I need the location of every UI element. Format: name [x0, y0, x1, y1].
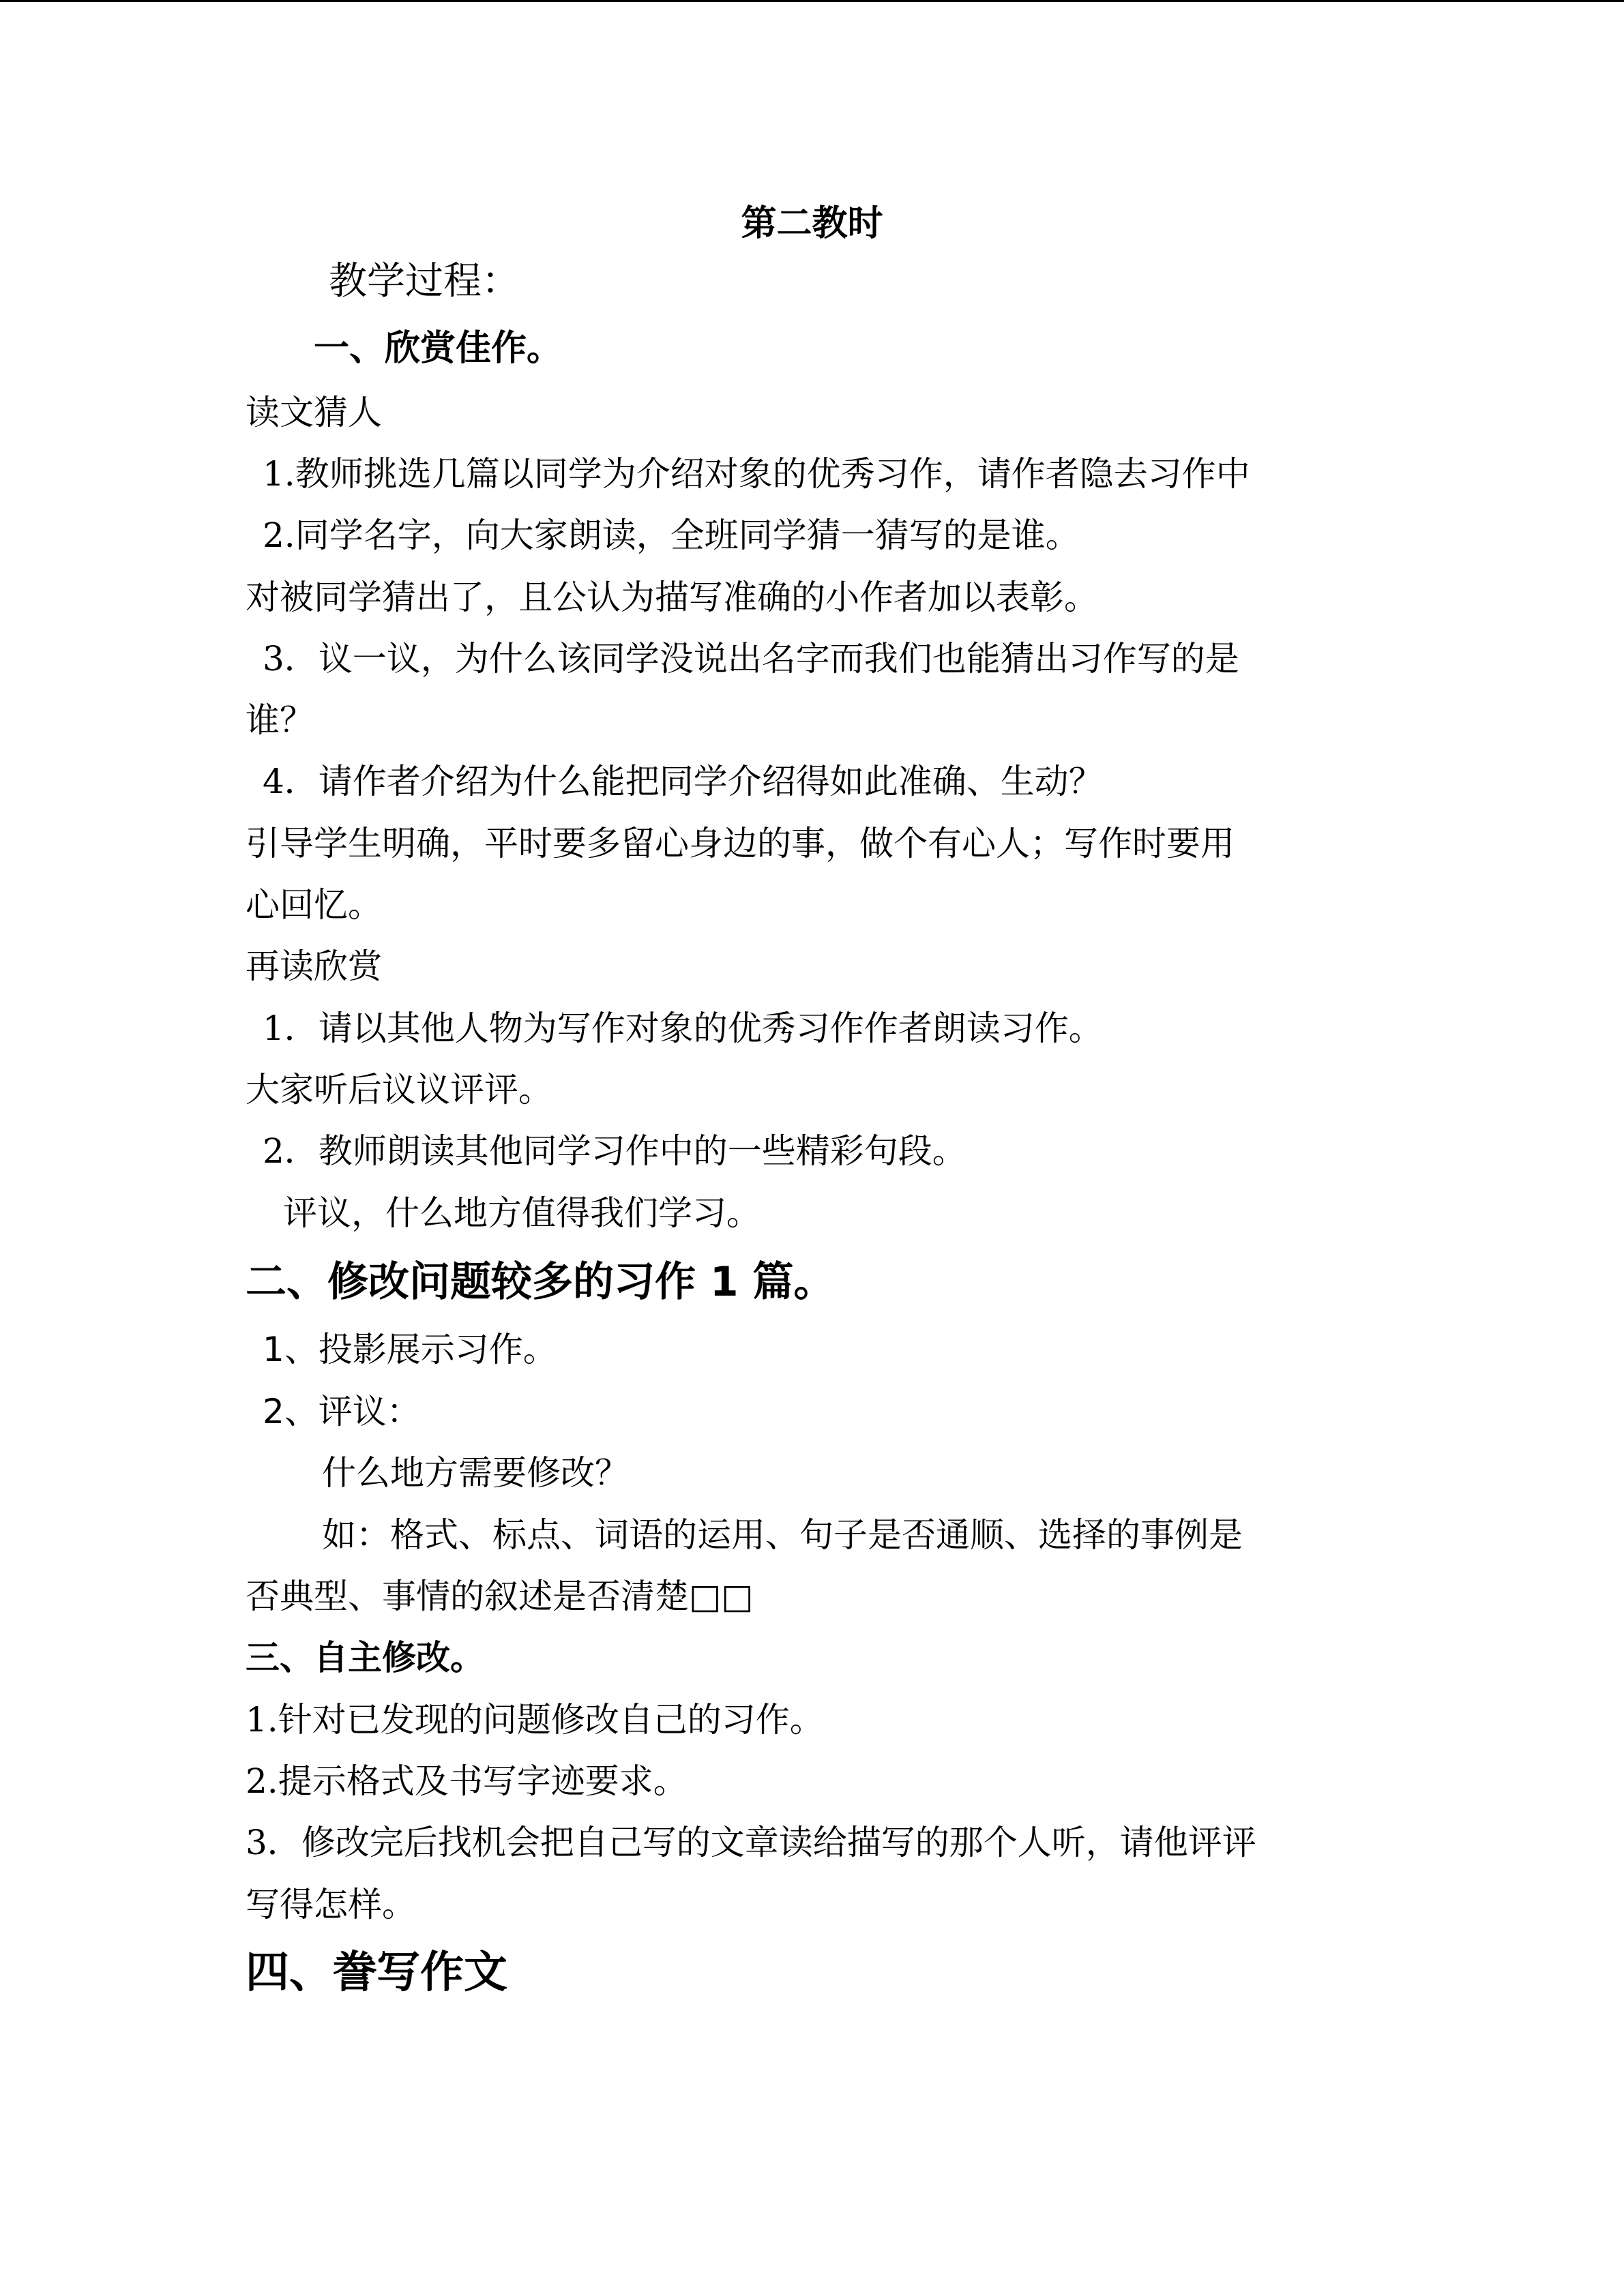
- section2-item-2-number: 2: [263, 1392, 284, 1431]
- section1-para-7: 引导学生明确，平时要多留心身边的事，做个有心人；写作时要用: [246, 824, 1235, 863]
- section2-para-3: 否典型、事情的叙述是否清楚□□: [246, 1577, 754, 1616]
- section1-para-1: 1.教师挑选几篇以同学为介绍对象的优秀习作，请作者隐去习作中: [263, 454, 1250, 494]
- section1-para-4: 3．议一议，为什么该同学没说出名字而我们也能猜出习作写的是: [263, 639, 1239, 679]
- section1-para-12: 评议，什么地方值得我们学习。: [283, 1193, 761, 1233]
- section4-heading: 四、誊写作文: [246, 1948, 507, 1998]
- section3-para-1: 1.针对已发现的问题修改自己的习作。: [246, 1700, 824, 1740]
- process-label: 教学过程：: [329, 259, 520, 303]
- section2-item-2-text: 、评议：: [284, 1392, 421, 1431]
- section1-para-8: 心回忆。: [246, 885, 382, 925]
- section2-heading: 二、修改问题较多的习作 1 篇。: [246, 1258, 835, 1306]
- section3-para-3: 3．修改完后找机会把自己写的文章读给描写的那个人听，请他评评: [246, 1823, 1256, 1862]
- section2-item-1-number: 1: [263, 1330, 284, 1369]
- section1-para-2: 2.同学名字，向大家朗读，全班同学猜一猜写的是谁。: [263, 516, 1080, 555]
- section1-subheading-1: 读文猜人: [246, 393, 382, 432]
- page-title: 第二教时: [741, 203, 883, 244]
- section1-para-10: 大家听后议议评评。: [246, 1070, 552, 1109]
- section3-heading: 三、自主修改。: [246, 1638, 484, 1678]
- section2-para-2: 如：格式、标点、词语的运用、句子是否通顺、选择的事例是: [322, 1515, 1243, 1555]
- section1-para-11: 2．教师朗读其他同学习作中的一些精彩句段。: [263, 1131, 966, 1171]
- section1-para-3: 对被同学猜出了，且公认为描写准确的小作者加以表彰。: [246, 578, 1098, 617]
- section3-para-4: 写得怎样。: [246, 1885, 416, 1924]
- section1-para-5: 谁？: [246, 700, 314, 740]
- section2-item-1-text: 、投影展示习作。: [284, 1330, 557, 1369]
- section1-heading: 一、欣赏佳作。: [314, 327, 563, 369]
- section1-para-6: 4．请作者介绍为什么能把同学介绍得如此准确、生动？: [263, 762, 1103, 801]
- section2-para-1: 什么地方需要修改？: [322, 1453, 629, 1493]
- section3-para-2: 2.提示格式及书写字迹要求。: [246, 1761, 688, 1801]
- section1-subheading-2: 再读欣赏: [246, 946, 382, 986]
- section2-item-1: [263, 1329, 557, 1370]
- section1-para-9: 1．请以其他人物为写作对象的优秀习作作者朗读习作。: [263, 1009, 1103, 1048]
- section2-item-2: [263, 1391, 421, 1432]
